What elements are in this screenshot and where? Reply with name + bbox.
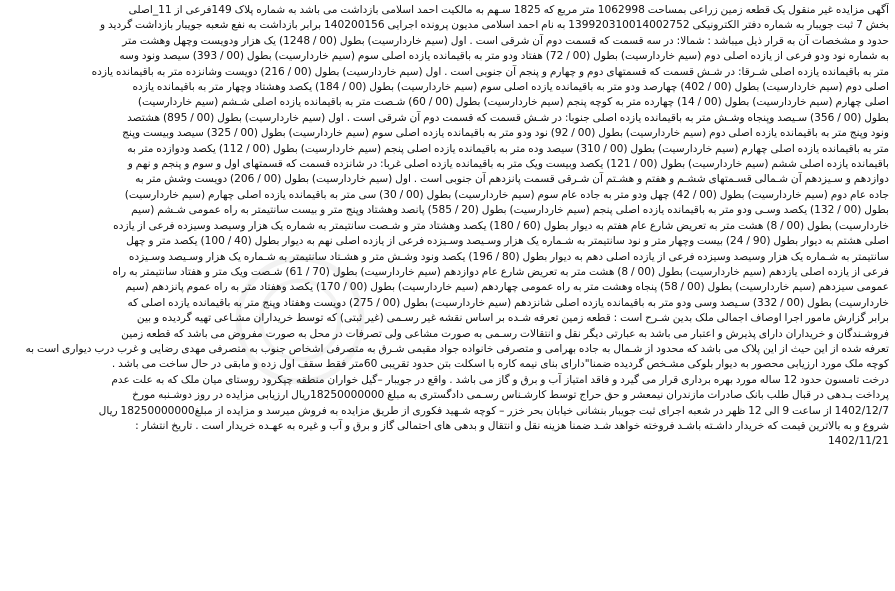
text-line: دوازدهم و سـیزدهم آن شـمالی قسـمتهای ششـم و هفتم و هشـتم آن شـرقی قسمت پانزدهم آن جنوبی است . اول (سیم خاردارسیت) بطول (00 / 206) دویست وشش متر به [135, 173, 889, 186]
text-line: باقیمانده یازده اصلی ششم (سیم خاردارسیت) بطول (00 / 121) یکصد وبیست ویک متر به باقیمانده یازده اصلی غربا: در شانزده قسمت که قسمتهای اول و سوم و پنجم و نهم و [127, 158, 889, 171]
text-line: درخت تامسون حدود 12 ساله مورد بهره برداری قرار می گیرد و فاقد امتیاز آب و برق و گاز می باشد . واقع در جویبار –گیل خواران منطقه چپکرود روستای میان ملک که به علت عدم [111, 373, 889, 386]
text-line: اصلی دوم (سیم خاردارسیت) بطول (00 / 402) چهارصد ودو متر به باقیمانده یازده اصلی سوم (سیم خاردارسیت) بطول (00 / 184) یکصد وهشتاد وچهار متر به باقیمانده یازده [132, 81, 889, 94]
text-line: تعرفه شده از این حیث از این پلاک می باشد که محدود از شـمال به جاده بهرامی و متصرفی خانواده جواد مقیمی شـرق به متصرفی اشخاص جنوب به متصرفی مهدی رضایی و غرب درب دیواری است به [25, 342, 889, 355]
text-line: خاردارسیت) بطول (00 / 332) سـیصد وسی ودو متر به باقیمانده یازده اصلی شانزدهم (سیم خاردارسیت) بطول (00 / 275) دویست وهفتاد وپنج متر به باقیمانده یازده اصلی که [127, 296, 889, 309]
text-line: پرداخت بـدهی در قبال طلب بانک صادرات مازندران نیمعشر و حق حراج توسط کارشـناس رسـمی دادگستری به مبلغ 18250000000ریال ارزیابی مزایده در روز دوشـنبه مورخ [132, 389, 889, 402]
text-line: اصلی چهارم (سیم خاردارسیت) بطول (00 / 14) چهارده متر به کوچه پنجم (سیم خاردارسیت) بطول (00 / 60) شـصت متر به باقیمانده یازده اصلی شـشم (سیم خاردارسیت) [137, 96, 889, 109]
text-line: متر به باقیمانده یازده اصلی چهارم (سیم خاردارسیت) بطول (00 / 310) سیصد وده متر به باقیمانده یازده اصلی پنجم (سیم خاردارسیت) بطول (00 / 112) یکصد ودوازده متر به [127, 142, 889, 155]
text-line: بطول (00 / 356) سـیصد وپنجاه وشـش متر به باقیمانده یازده اصلی جنوبا: در شـش قسمت که قسمت دوم آن شرقی است . اول (سیم خاردارسیت) بطول (00 / 895) هشتصد [127, 111, 889, 124]
text-line: خاردارسیت) بطول (00 / 8) هشت متر به تعریض شارع عام هفتم به دیوار بطول (60 / 180) یکصد وهشتاد متر و شـصت سانتیمتر به شماره یک هزار وسیصد وسیزده فرعی از یازده [113, 219, 889, 232]
text-line: فرعی از یازده اصلی یازدهم (سیم خاردارسیت) بطول (00 / 8) هشت متر به تعریض شارع عام دوازدهم (سیم خاردارسیت) بطول (70 / 61) شـصت ویک متر و هفتاد سانتیمتر به راه [112, 265, 889, 278]
publish-date: 1402/11/21 [827, 435, 889, 448]
text-line: متر به باقیمانده یازده اصلی شـرقا: در شـش قسمت که قسمتهای دوم و چهارم و پنجم آن جنوبی است . اول (سیم خاردارسیت) بطول (00 / 216) دویست وشانزده متر به باقیمانده یازده [91, 65, 889, 78]
text-line: کوچه ملک مورد ارزیابی محصور به دیوار بلوکی مشـخص گردیده ضمنا"دارای بنای نیمه کاره با اسکلت بتن حدود تقریبی 60متر فقط سقف اول زده و مابقی در حال ساخت می باشد . [111, 358, 889, 371]
text-line: عمومی سیزدهم (سیم خاردارسیت) بطول (00 / 58) پنجاه وهشت متر به راه عمومی چهاردهم (سیم خاردارسیت) بطول (00 / 170) یکصد وهفتاد متر به راه عموم پانزدهم (سیم [125, 281, 889, 294]
auction-notice-text [6, 3, 889, 587]
text-line: جاده عام دوم (سیم خاردارسیت) بطول (00 / 42) چهل ودو متر به جاده عام سوم (سیم خاردارسیت) بطول (00 / 30) سی متر به باقیمانده یازده اصلی چهارم (سیم خاردارسیت) [124, 188, 889, 201]
text-line: آگهی مزایده غیر منقول یک قطعه زمین زراعی بمساحت 1062998 متر مربع که 1825 سـهم به مالکیت احمد اسلامی بازداشت می باشد به شماره پلاک 149فرعی از 11_اصلی [128, 4, 889, 16]
text-line: حدود و مشخصات آن به قرار ذیل میباشد : شمالا: در سه قسمت که قسمت دوم آن شرقی است . اول (سیم خاردارسیت) بطول (00 / 1248) یک هزار ودویست وچهل وهشت متر [122, 34, 889, 47]
text-line: اصلی هشتم به دیوار بطول (90 / 24) بیست وچهار متر و نود سانتیمتر به شـماره یک هزار وسـیصد وسـیزده فرعی از یازده اصلی نهم به دیوار بطول (40 / 100) یکصد متر و چهل [126, 235, 889, 248]
text-line: 1402/12/7 از ساعت 9 الی 12 ظهر در شعبه اجرای ثبت جویبار بنشانی خیابان بحر خزر – کوچه شـهید فکوری از طریق مزایده به فروش میرسد و مزایده از مبلغ18250000000 ریال [98, 404, 889, 417]
text-line: بطول (00 / 132) یکصد وسـی ودو متر به باقیمانده یازده اصلی پنجم (سیم خاردارسیت) بطول (20 / 585) پانصد وهشتاد وپنج متر و بیست سانتیمتر به راه عمومی شـشم (سیم [131, 204, 889, 217]
text-line: فروشـندگان و خریداران دارای پذیرش و اعتبار می باشد به عبارتی دیگر نقل و انتقالات رسـمی به صورت مشاعی ولی تصرفات در محل به صورت مفروض می باشد که قطعه زمین [121, 327, 889, 340]
text-line: سانتیمتر به شـماره یک هزار وسیصد وسیزده فرعی از یازده اصلی دهم به دیوار بطول (80 / 196) یکصد ونود وشـش متر و هشـتاد سانتیمتر به شـماره یک هزار وسـیصد وسـیزده [128, 250, 889, 263]
text-line: ونود وپنج متر به باقیمانده یازده اصلی دوم (سیم خاردارسیت) بطول (00 / 92) نود ودو متر به باقیمانده یازده اصلی سوم (سیم خاردارسیت) بطول (00 / 325) سیصد وبیست وپنج [122, 127, 889, 140]
text-line: به شماره نود ودو فرعی از یازده اصلی دوم (سیم خاردارسیت) بطول (00 / 72) هفتاد ودو متر به باقیمانده یازده اصلی سوم (سیم خاردارسیت) بطول (00 / 393) سیصد ونود وسه [119, 50, 889, 63]
text-line: شروع و به بالاترین قیمت که خریدار داشـته باشـد فروخته خواهد شـد ضمنا هزینه نقل و انتقال و بدهی های احتمالی گاز و برق و آب و غیره به عهـده خریدار است . تاریخ انتشار : [135, 419, 889, 432]
text-line: برابر گزارش مامور اجرا اوصاف اجمالی ملک بدین شـرح است : قطعه زمین تعرفه شـده بر اساس نقشه غیر رسـمی (غیر ثبتی) که توسط خریداران مشـاعی تهیه گردیده و بین [136, 312, 889, 325]
text-line: بخش 7 ثبت جویبار به شماره دفتر الکترونیکی 139920310014002752 به نام احمد اسلامی مدیون پرونده اجرایی 140200156 برابر بازداشت به نفع شعبه جویبار بازداشت گردید و [100, 19, 889, 32]
